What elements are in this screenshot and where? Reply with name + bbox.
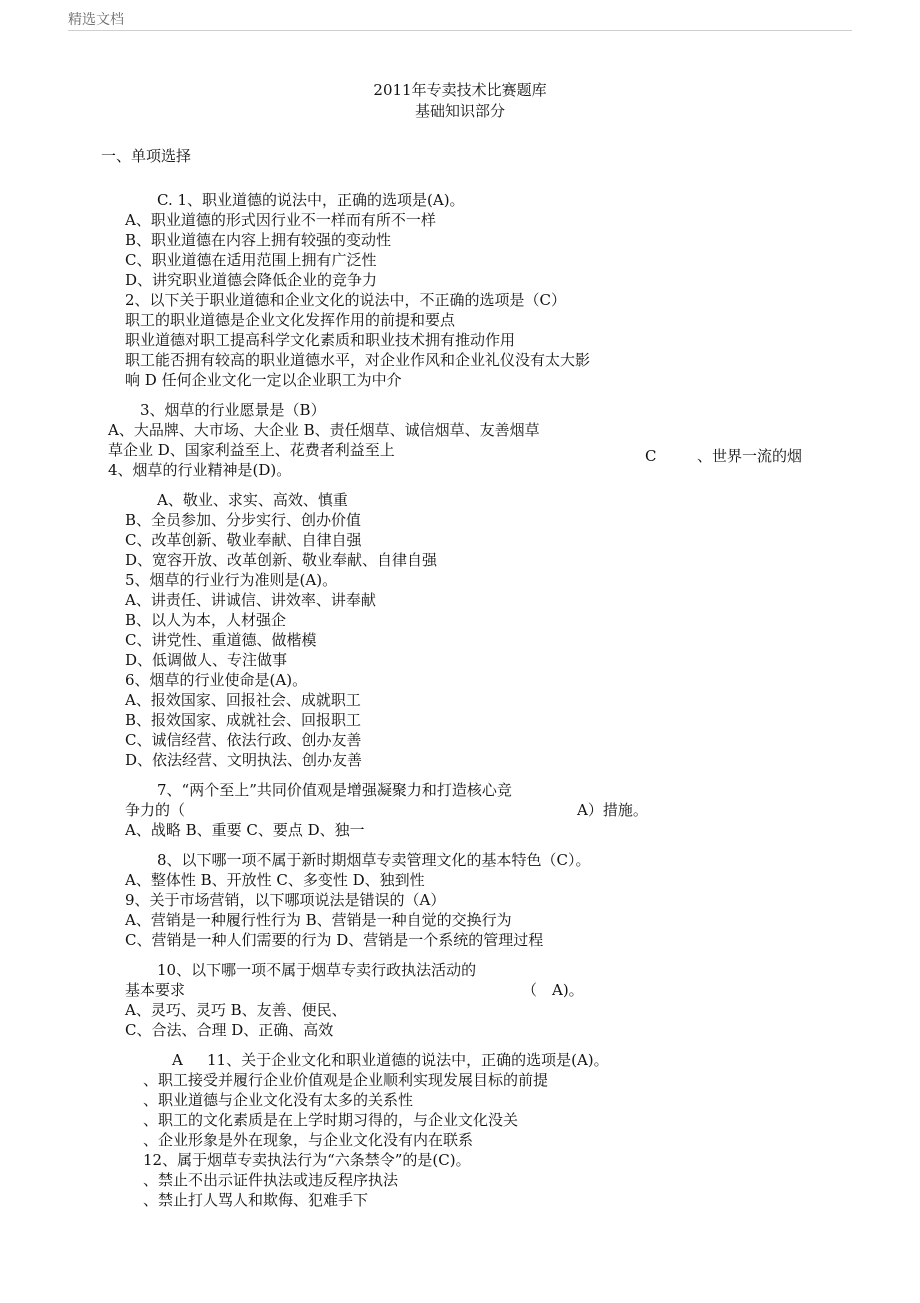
section-heading: 一、单项选择 — [101, 147, 192, 165]
question-line: 10、以下哪一项不属于烟草专卖行政执法活动的 — [157, 961, 477, 979]
option-line: C、诚信经营、依法行政、创办友善 — [125, 731, 362, 749]
option-line: 职工的职业道德是企业文化发挥作用的前提和要点 — [125, 311, 456, 329]
option-line: 、禁止不出示证件执法或违反程序执法 — [143, 1171, 399, 1189]
option-line: 职业道德对职工提高科学文化素质和职业技术拥有推动作用 — [125, 331, 516, 349]
option-line: A、敬业、求实、高效、慎重 — [157, 491, 348, 509]
option-line: A、营销是一种履行性行为 B、营销是一种自觉的交换行为 — [125, 911, 512, 929]
question-line: 争力的（ — [125, 801, 186, 819]
question-line: 5、烟草的行业行为准则是(A)。 — [125, 571, 338, 589]
option-line: 、世界一流的烟 — [697, 447, 803, 465]
option-line: A、战略 B、重要 C、要点 D、独一 — [125, 821, 365, 839]
question-line: 6、烟草的行业使命是(A)。 — [125, 671, 308, 689]
option-line: A、整体性 B、开放性 C、多变性 D、独到性 — [125, 871, 425, 889]
option-line: C — [645, 447, 657, 465]
option-line: C、讲党性、重道德、做楷模 — [125, 631, 317, 649]
question-line: C. 1、职业道德的说法中，正确的选项是(A)。 — [157, 191, 465, 209]
option-line: D、低调做人、专注做事 — [125, 651, 288, 669]
option-line: A — [172, 1051, 183, 1069]
question-line: 4、烟草的行业精神是(D)。 — [108, 461, 292, 479]
option-line: 响 D 任何企业文化一定以企业职工为中介 — [125, 371, 402, 389]
question-line: 2、以下关于职业道德和企业文化的说法中，不正确的选项是（C） — [125, 291, 567, 309]
option-line: C、合法、合理 D、正确、高效 — [125, 1021, 334, 1039]
question-line: 基本要求 — [125, 981, 186, 999]
question-line: 8、以下哪一项不属于新时期烟草专卖管理文化的基本特色（C）。 — [157, 851, 591, 869]
question-line: 12、属于烟草专卖执法行为“六条禁令”的是(C)。 — [143, 1151, 471, 1169]
header-divider — [68, 30, 852, 31]
page-header: 精选文档 — [68, 12, 124, 28]
question-line: A）措施。 — [577, 801, 648, 819]
option-line: 、职工接受并履行企业价值观是企业顺利实现发展目标的前提 — [143, 1071, 549, 1089]
option-line: D、讲究职业道德会降低企业的竞争力 — [125, 271, 378, 289]
doc-subtitle: 基础知识部分 — [414, 102, 505, 120]
doc-title: 2011年专卖技术比赛题库 — [373, 81, 547, 99]
question-line: 9、关于市场营销，以下哪项说法是错误的（A） — [125, 891, 446, 909]
option-line: A、报效国家、回报社会、成就职工 — [125, 691, 361, 709]
option-line: 草企业 D、国家利益至上、花费者利益至上 — [108, 441, 395, 459]
option-line: D、宽容开放、改革创新、敬业奉献、自律自强 — [125, 551, 438, 569]
question-line: 7、“两个至上”共同价值观是增强凝聚力和打造核心竞 — [157, 781, 512, 799]
option-line: C、职业道德在适用范围上拥有广泛性 — [125, 251, 377, 269]
option-line: B、全员参加、分步实行、创办价值 — [125, 511, 362, 529]
option-line: A、大品牌、大市场、大企业 B、责任烟草、诚信烟草、友善烟草 — [108, 421, 540, 439]
option-line: C、营销是一种人们需要的行为 D、营销是一个系统的管理过程 — [125, 931, 544, 949]
option-line: 、职业道德与企业文化没有太多的关系性 — [143, 1091, 414, 1109]
option-line: A、灵巧、灵巧 B、友善、便民、 — [125, 1001, 347, 1019]
question-line: 11、关于企业文化和职业道德的说法中，正确的选项是(A)。 — [207, 1051, 609, 1069]
option-line: C、改革创新、敬业奉献、自律自强 — [125, 531, 362, 549]
option-line: 职工能否拥有较高的职业道德水平，对企业作风和企业礼仪没有太大影 — [125, 351, 591, 369]
option-line: A、职业道德的形式因行业不一样而有所不一样 — [125, 211, 436, 229]
option-line: 、企业形象是外在现象，与企业文化没有内在联系 — [143, 1131, 474, 1149]
option-line: D、依法经营、文明执法、创办友善 — [125, 751, 363, 769]
question-line: 3、烟草的行业愿景是（B） — [140, 401, 326, 419]
option-line: B、以人为本，人材强企 — [125, 611, 287, 629]
option-line: A、讲责任、讲诚信、讲效率、讲奉献 — [125, 591, 376, 609]
option-line: 、职工的文化素质是在上学时期习得的，与企业文化没关 — [143, 1111, 519, 1129]
option-line: 、禁止打人骂人和欺侮、犯难手下 — [143, 1191, 369, 1209]
option-line: B、职业道德在内容上拥有较强的变动性 — [125, 231, 392, 249]
option-line: B、报效国家、成就社会、回报职工 — [125, 711, 362, 729]
question-line: （ A)。 — [522, 981, 584, 999]
